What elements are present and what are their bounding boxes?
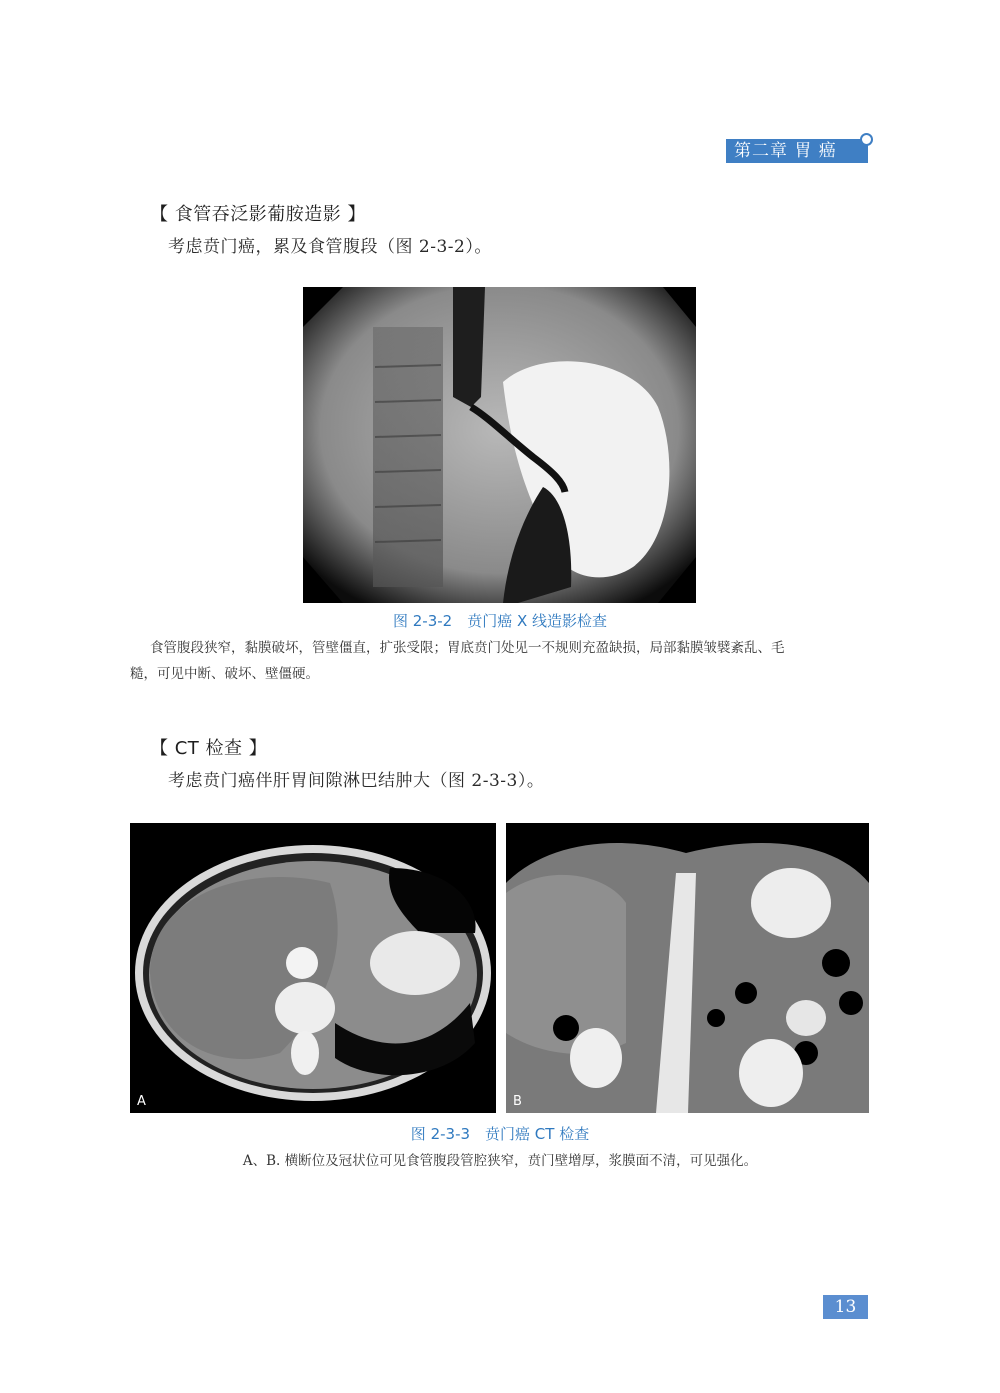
ct-coronal-image	[506, 823, 869, 1113]
figure-caption-ct: 图 2-3-3 贲门癌 CT 检查	[410, 1125, 590, 1143]
ct-axial-drawing	[130, 823, 496, 1113]
page-number: 13	[823, 1295, 868, 1319]
xray-drawing	[303, 287, 696, 603]
ct-coronal-drawing	[506, 823, 869, 1113]
section-heading-contrast: 【 食管吞泛影葡胺造影 】	[150, 204, 366, 225]
figure-caption-xray: 图 2-3-2 贲门癌 X 线造影检查	[392, 612, 608, 630]
ct-axial-image	[130, 823, 496, 1113]
section-heading-ct: 【 CT 检查 】	[150, 738, 268, 759]
panel-b-label: B	[513, 1094, 522, 1109]
section-text-contrast: 考虑贲门癌，累及食管腹段（图 2-3-2）。	[168, 237, 492, 257]
section-text-ct: 考虑贲门癌伴肝胃间隙淋巴结肿大（图 2-3-3）。	[168, 771, 545, 791]
chapter-tab: 第二章 胃 癌	[726, 139, 868, 163]
figure-note-ct: A、B. 横断位及冠状位可见食管腹段管腔狭窄，贲门壁增厚，浆膜面不清，可见强化。	[242, 1153, 758, 1169]
xray-image	[303, 287, 696, 603]
figure-note-xray-line2: 糙，可见中断、破坏、壁僵硬。	[130, 666, 319, 682]
panel-a-label: A	[137, 1094, 146, 1109]
figure-note-xray-line1: 食管腹段狭窄，黏膜破坏，管壁僵直，扩张受限；胃底贲门处见一不规则充盈缺损，局部黏膜皱襞紊乱、毛	[150, 640, 785, 656]
chapter-tab-dot-icon	[860, 133, 873, 146]
